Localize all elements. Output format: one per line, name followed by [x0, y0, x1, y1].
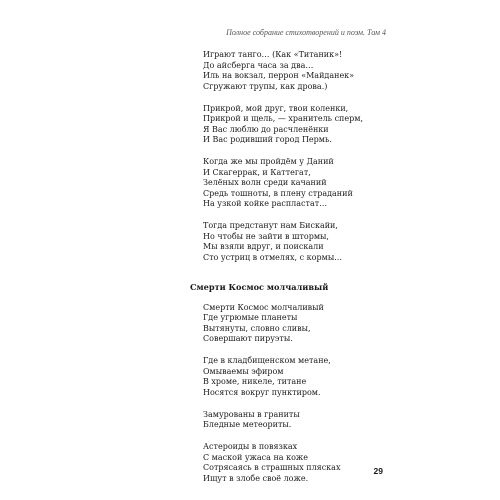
verse-line: Где угрюмые планеты	[203, 313, 298, 322]
stanza	[203, 157, 403, 210]
verse-line: Омываемы эфиром	[203, 366, 284, 376]
verse-line: Ищут в злобе своё ложе.	[203, 473, 309, 483]
stanza	[203, 50, 403, 92]
verse-line: Но чтобы не зайти в штормы,	[203, 231, 329, 241]
verse-line: Бледные метеориты.	[203, 420, 292, 429]
verse-line: Замурованы в граниты	[203, 409, 300, 419]
verse-line: Сгружают трупы, как дрова.)	[203, 81, 328, 91]
stanza	[203, 104, 403, 146]
poem-continued	[203, 50, 403, 263]
stanza	[203, 221, 403, 263]
verse-line: Иль на вокзал, перрон «Майданек»	[203, 71, 355, 80]
verse-line: На узкой койке распластат…	[203, 199, 328, 208]
text-body	[190, 50, 403, 496]
running-title: Полное собрание стихотворений и поэм. Том 4	[226, 28, 386, 37]
verse-line: Когда же мы пройдём у Даний	[203, 157, 334, 166]
verse-line: Сотрясаясь в страшных плясках	[203, 463, 341, 472]
verse-line: В хроме, никеле, титане	[203, 377, 307, 386]
verse-line: Средь тошноты, в плену страданий	[203, 188, 353, 198]
stanza	[203, 442, 403, 484]
verse-line: Смерти Космос молчаливый	[203, 302, 324, 312]
verse-line: Прикрой, мой друг, твои коленки,	[203, 103, 349, 113]
verse-line: С маской ужаса на коже	[203, 452, 309, 462]
verse-line: Вытянуты, словно сливы,	[203, 323, 311, 333]
poem-title: Смерти Космос молчаливый	[190, 282, 329, 292]
verse-line: Тогда предстанут нам Бискайи,	[203, 221, 338, 230]
verse-line: Где в кладбищенском метане,	[203, 356, 331, 365]
poem	[190, 282, 403, 484]
verse-line: Прикрой и щель, — хранитель сперм,	[203, 114, 363, 123]
stanza	[203, 303, 403, 345]
verse-line: Играют танго… (Как «Титаник»!	[203, 50, 343, 59]
verse-line: Я Вас люблю до расчленёнки	[203, 124, 329, 134]
verse-line: До айсберга часа за два…	[203, 60, 314, 70]
stanza	[203, 410, 403, 431]
verse-line: Носятся вокруг пунктиром.	[203, 387, 321, 397]
verse-line: И Вас родивший город Пермь.	[203, 135, 332, 144]
verse-line: Мы взяли вдруг, и поискали	[203, 242, 324, 251]
verse-line: Совершают пируэты.	[203, 334, 293, 343]
verse-line: И Скагеррак, и Каттегат,	[203, 167, 311, 177]
verse-line: Сто устриц в отмелях, с кормы…	[203, 252, 343, 262]
verse-line: Зелёных волн среди качаний	[203, 178, 327, 187]
page-number: 29	[373, 466, 383, 476]
stanza	[203, 356, 403, 398]
verse-line: Астероиды в повязках	[203, 442, 298, 451]
